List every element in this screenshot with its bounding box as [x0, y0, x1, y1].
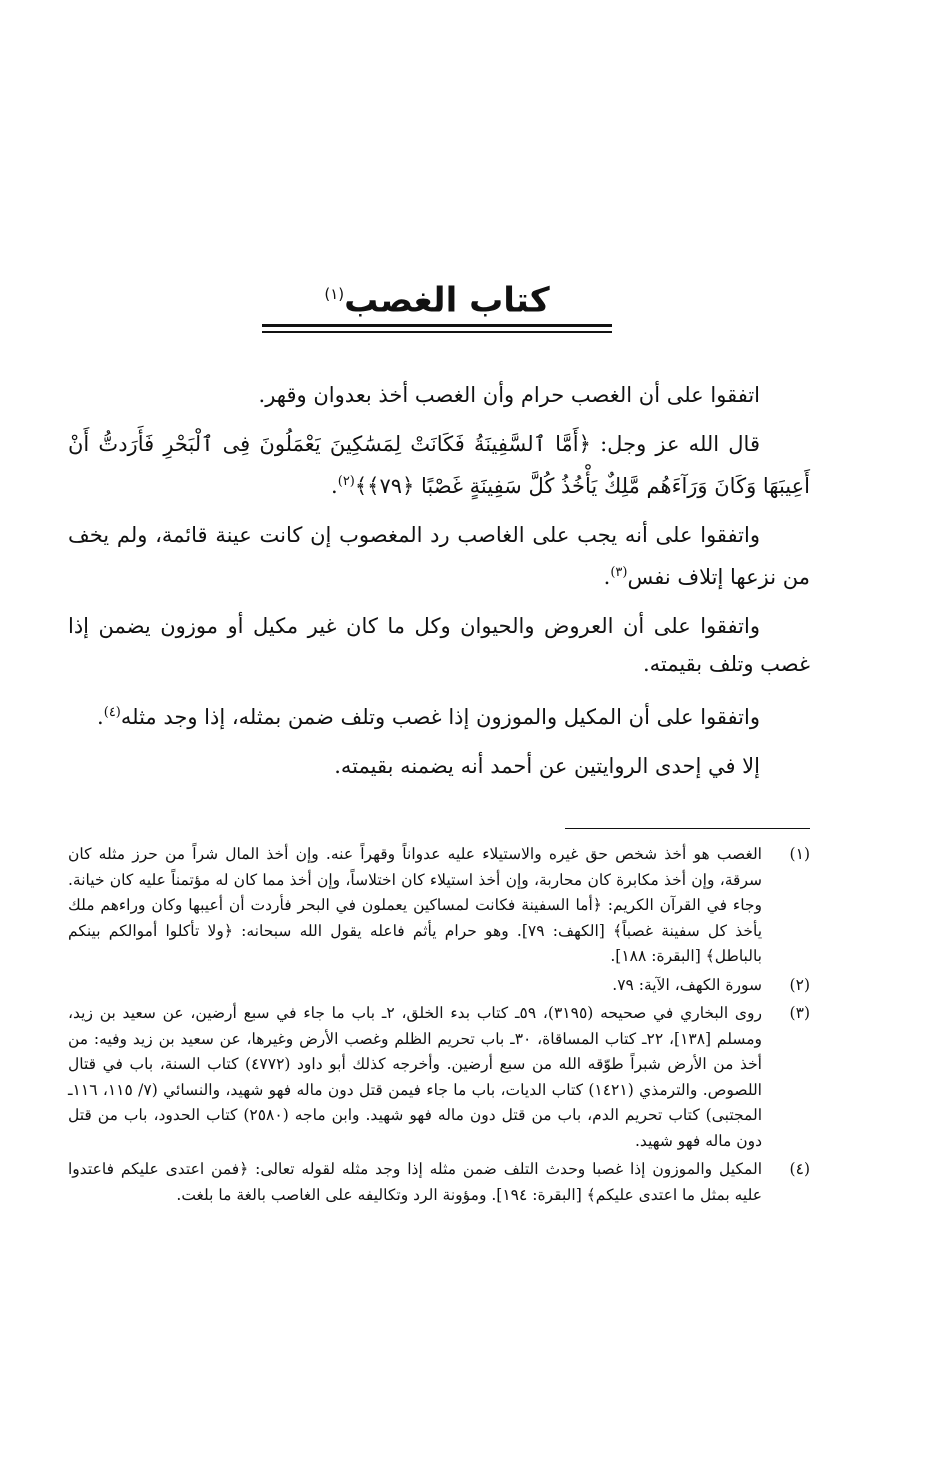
chapter-title-text: كتاب الغصب [344, 280, 550, 321]
footnote-text: المكيل والموزون إذا غصبا وحدث التلف ضمن مثله إذا وجد مثله لقوله تعالى: ﴿فمن اعتدى عليكم فاعتدوا عليه بمثل ما اعتدى عليكم﴾ [البقرة: ١٩٤]. ومؤونة الرد وتكاليفه على الغاصب بالغة ما بلغت. [68, 1160, 762, 1204]
main-text [68, 376, 810, 785]
footnote [68, 973, 810, 999]
paragraph: اتفقوا على أن الغصب حرام وأن الغصب أخذ بعدوان وقهر. [258, 383, 760, 407]
footnote [68, 1157, 810, 1208]
chapter-title-footnote-ref: (١) [324, 285, 345, 303]
footnote-ref: (٤) [103, 705, 121, 720]
footnote-number: (١) [789, 845, 810, 863]
paragraph: واتفقوا على أن المكيل والموزون إذا غصب وتلف ضمن بمثله، إذا وجد مثله$^{(٤)}$. [97, 705, 760, 729]
footnote-text: الغصب هو أخذ شخص حق غيره والاستيلاء عليه عدواناً وقهراً عنه. وإن أخذ المال شراً من حرز مثله كان سرقة، وإن أخذ مكابرة كان محاربة، وإن أخذ استيلاء كان اختلاساً، وإن أخذ مما كان له مؤتمناً عليه كان خيانة. وجاء في القرآن الكريم: ﴿أما السفينة فكانت لمساكين يعملون في البحر فأردت أن أعيبها وكان وراءهم ملك يأخذ كل سفينة غصباً﴾ [الكهف: ٧٩]. وهو حرام يأثم فاعله يقول الله سبحانه: ﴿ولا تأكلوا أموالكم بينكم بالباطل﴾ [البقرة: ١٨٨]. [68, 845, 763, 965]
quran-quote-paragraph: قال الله عز وجل: ﴿أَمَّا ٱلسَّفِينَةُ فَكَانَتْ لِمَسَٰكِينَ يَعْمَلُونَ فِى ٱلْبَحْرِ فَأَرَدتُّ أَنْ أَعِيبَهَا وَكَانَ وَرَآءَهُم مَّلِكٌ يَأْخُذُ كُلَّ سَفِينَةٍ غَصْبًا ﴿٧٩﴾﴾$^{(٢)}$. [68, 432, 810, 498]
chapter-title [262, 268, 612, 326]
footnote-number: (٢) [789, 975, 810, 994]
chapter-heading [262, 268, 612, 326]
footnote [68, 1001, 810, 1154]
footnote-ref: (٢) [337, 474, 355, 489]
footnote-separator [565, 828, 810, 829]
footnote-ref: (٣) [610, 565, 628, 580]
footnote-number: (٣) [789, 1004, 810, 1022]
footnote [68, 842, 810, 970]
title-underline-thin [262, 331, 612, 333]
footnote-number: (٤) [789, 1160, 810, 1178]
footnote-text: روى البخاري في صحيحه (٣١٩٥)، ٥٩ـ كتاب بدء الخلق، ٢ـ باب ما جاء في سبع أرضين، عن سعيد بن زيد، ومسلم [١٣٨]، ٢٢ـ كتاب المساقاة، ٣٠ـ باب تحريم الظلم وغصب الأرض وغيرها، عن سعيد بن زيد وفيه: من أخذ من الأرض شبراً طوّقه الله من سبع أرضين. وأخرجه كذلك أبو داود (٤٧٧٢) كتاب السنة، باب في قتال اللصوص. والترمذي (١٤٢١) كتاب الديات، باب ما جاء فيمن قتل دون ماله فهو شهيد، والنسائي (٧/ ١١٥، ١١٦ـ المجتبى) كتاب تحريم الدم، باب من قتل دون ماله فهو شهيد. وابن ماجه (٢٥٨٠) كتاب الحدود، باب من قتل دون ماله فهو شهيد. [68, 1004, 762, 1150]
paragraph: واتفقوا على أن العروض والحيوان وكل ما كان غير مكيل أو موزون يضمن إذا غصب وتلف بقيمته. [68, 614, 810, 676]
paragraph: إلا في إحدى الروايتين عن أحمد أنه يضمنه بقيمته. [334, 754, 760, 778]
paragraph: واتفقوا على أنه يجب على الغاصب رد المغصوب إن كانت عينة قائمة، ولم يخف من نزعها إتلاف نفس$^{(٣)}$. [68, 523, 810, 589]
footnotes [68, 842, 810, 1211]
footnote-text: سورة الكهف، الآية: ٧٩. [612, 975, 762, 994]
title-underline-thick [262, 324, 612, 327]
